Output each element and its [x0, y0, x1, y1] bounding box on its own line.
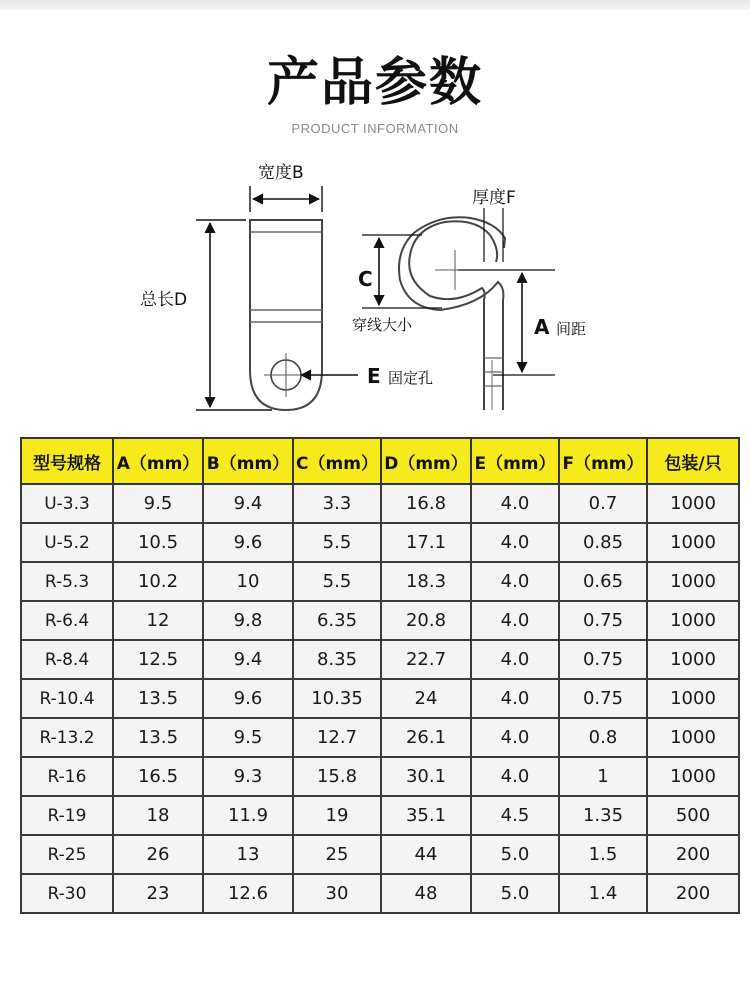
table-cell: 22.7: [381, 640, 471, 679]
table-cell: 35.1: [381, 796, 471, 835]
model-cell: R-19: [21, 796, 113, 835]
model-cell: R-13.2: [21, 718, 113, 757]
column-header: F（mm）: [559, 438, 647, 484]
table-cell: 19: [293, 796, 381, 835]
a-label: A: [534, 315, 550, 339]
column-header: B（mm）: [203, 438, 293, 484]
top-band: [0, 0, 750, 10]
table-cell: 48: [381, 874, 471, 913]
table-cell: 15.8: [293, 757, 381, 796]
table-cell: 10.5: [113, 523, 203, 562]
model-cell: R-8.4: [21, 640, 113, 679]
table-cell: 1000: [647, 679, 739, 718]
table-cell: 0.75: [559, 640, 647, 679]
model-cell: U-3.3: [21, 484, 113, 523]
table-cell: 8.35: [293, 640, 381, 679]
column-header: 包装/只: [647, 438, 739, 484]
table-cell: 1.35: [559, 796, 647, 835]
model-cell: R-6.4: [21, 601, 113, 640]
page-title: 产品参数: [266, 53, 483, 113]
table-row: [21, 679, 739, 718]
table-cell: 12.6: [203, 874, 293, 913]
spec-table-wrapper: [20, 437, 738, 914]
table-cell: 5.0: [471, 874, 559, 913]
table-cell: 16.5: [113, 757, 203, 796]
table-row: [21, 796, 739, 835]
dimension-diagram: [0, 150, 750, 425]
table-cell: 4.0: [471, 640, 559, 679]
table-cell: 9.4: [203, 484, 293, 523]
table-cell: 9.5: [203, 718, 293, 757]
model-cell: R-16: [21, 757, 113, 796]
table-cell: 1.4: [559, 874, 647, 913]
table-row: [21, 523, 739, 562]
table-cell: 10: [203, 562, 293, 601]
spec-table: [20, 437, 740, 914]
total-length-label: 总长D: [140, 290, 188, 310]
table-cell: 0.75: [559, 601, 647, 640]
table-cell: 9.4: [203, 640, 293, 679]
table-cell: 9.6: [203, 679, 293, 718]
table-cell: 18: [113, 796, 203, 835]
table-cell: 44: [381, 835, 471, 874]
table-cell: 13: [203, 835, 293, 874]
model-cell: R-10.4: [21, 679, 113, 718]
table-row: [21, 718, 739, 757]
table-cell: 1000: [647, 757, 739, 796]
table-cell: 26: [113, 835, 203, 874]
width-dimension: [250, 163, 322, 212]
table-cell: 5.5: [293, 523, 381, 562]
total-length-dimension: [140, 220, 272, 410]
table-row: [21, 874, 739, 913]
column-header: D（mm）: [381, 438, 471, 484]
table-cell: 500: [647, 796, 739, 835]
table-cell: 4.0: [471, 484, 559, 523]
column-header: C（mm）: [293, 438, 381, 484]
table-cell: 23: [113, 874, 203, 913]
table-cell: 0.65: [559, 562, 647, 601]
table-cell: 0.7: [559, 484, 647, 523]
table-cell: 4.0: [471, 601, 559, 640]
table-cell: 25: [293, 835, 381, 874]
table-cell: 10.35: [293, 679, 381, 718]
table-cell: 10.2: [113, 562, 203, 601]
table-cell: 0.75: [559, 679, 647, 718]
table-cell: 5.0: [471, 835, 559, 874]
table-body: [21, 484, 739, 913]
thickness-label: 厚度F: [472, 188, 516, 208]
model-cell: R-30: [21, 874, 113, 913]
table-header-row: [21, 438, 739, 484]
a-desc: 间距: [556, 320, 587, 338]
table-cell: 4.0: [471, 718, 559, 757]
table-cell: 20.8: [381, 601, 471, 640]
table-cell: 24: [381, 679, 471, 718]
table-cell: 1000: [647, 484, 739, 523]
front-view: [250, 220, 322, 410]
table-cell: 0.85: [559, 523, 647, 562]
table-cell: 1000: [647, 640, 739, 679]
table-cell: 1000: [647, 718, 739, 757]
table-cell: 16.8: [381, 484, 471, 523]
table-cell: 12.5: [113, 640, 203, 679]
width-label: 宽度B: [258, 163, 304, 183]
table-cell: 9.6: [203, 523, 293, 562]
table-cell: 4.0: [471, 757, 559, 796]
table-cell: 1000: [647, 523, 739, 562]
model-cell: U-5.2: [21, 523, 113, 562]
model-cell: R-5.3: [21, 562, 113, 601]
column-header: A（mm）: [113, 438, 203, 484]
table-cell: 4.5: [471, 796, 559, 835]
page-subtitle: PRODUCT INFORMATION: [291, 121, 459, 136]
table-cell: 1: [559, 757, 647, 796]
table-cell: 4.0: [471, 523, 559, 562]
table-cell: 13.5: [113, 679, 203, 718]
table-cell: 9.5: [113, 484, 203, 523]
table-cell: 12.7: [293, 718, 381, 757]
table-row: [21, 835, 739, 874]
table-row: [21, 562, 739, 601]
c-label: C: [358, 267, 373, 291]
table-cell: 9.3: [203, 757, 293, 796]
table-cell: 5.5: [293, 562, 381, 601]
table-row: [21, 640, 739, 679]
table-cell: 30.1: [381, 757, 471, 796]
table-cell: 200: [647, 874, 739, 913]
table-cell: 200: [647, 835, 739, 874]
table-cell: 13.5: [113, 718, 203, 757]
e-label: E: [367, 364, 381, 388]
table-cell: 1.5: [559, 835, 647, 874]
table-cell: 11.9: [203, 796, 293, 835]
table-cell: 4.0: [471, 679, 559, 718]
column-header: E（mm）: [471, 438, 559, 484]
table-cell: 4.0: [471, 562, 559, 601]
table-cell: 9.8: [203, 601, 293, 640]
table-cell: 18.3: [381, 562, 471, 601]
table-cell: 1000: [647, 562, 739, 601]
table-cell: 0.8: [559, 718, 647, 757]
c-desc: 穿线大小: [352, 316, 413, 334]
a-dimension: [458, 270, 586, 375]
table-cell: 6.35: [293, 601, 381, 640]
column-header: 型号规格: [21, 438, 113, 484]
table-cell: 26.1: [381, 718, 471, 757]
table-cell: 12: [113, 601, 203, 640]
table-cell: 1000: [647, 601, 739, 640]
table-cell: 17.1: [381, 523, 471, 562]
e-desc: 固定孔: [388, 369, 434, 387]
c-dimension: [352, 235, 442, 334]
table-row: [21, 757, 739, 796]
table-row: [21, 601, 739, 640]
model-cell: R-25: [21, 835, 113, 874]
table-cell: 30: [293, 874, 381, 913]
table-cell: 3.3: [293, 484, 381, 523]
table-row: [21, 484, 739, 523]
